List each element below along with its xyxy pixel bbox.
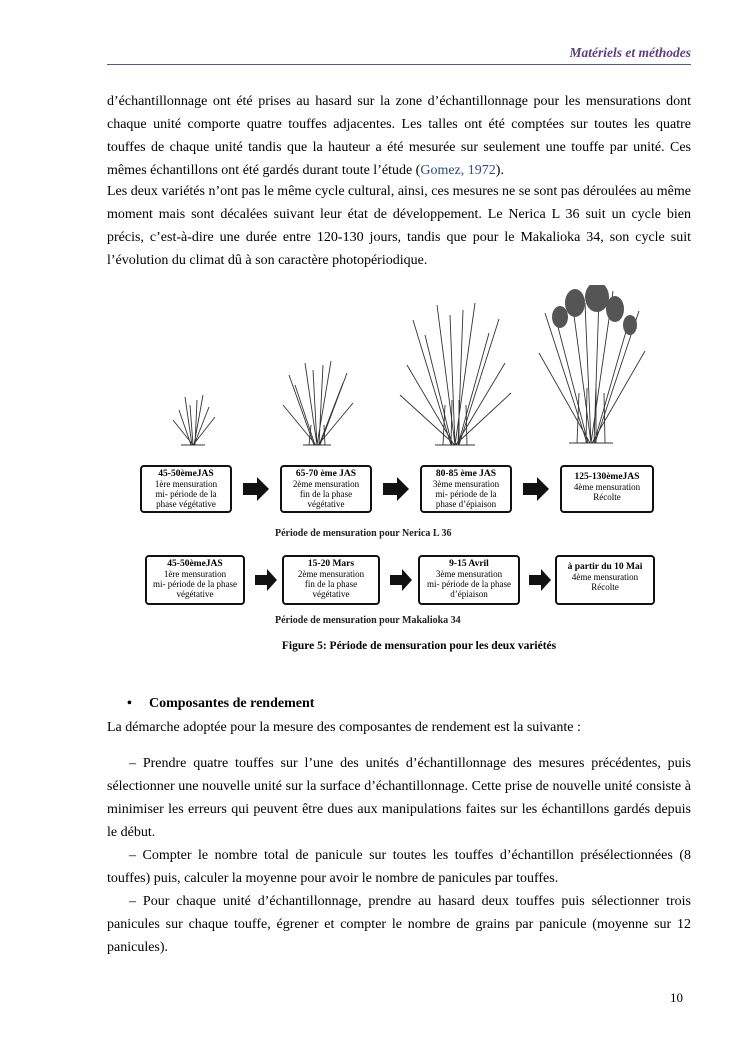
makalioka-box-4 [555,555,655,605]
page-number: 10 [670,990,683,1005]
box-title: 45-50èmeJAS [158,469,214,479]
paragraph-text: d’échantillonnage ont été prises au hasard sur la zone d’échantillonnage pour les mensurations dont chaque unité comporte quatre touffes adjacentes. Les talles ont été comptées sur toutes les quatre touffes de chaque unité tandis que la hauteur a été mesurée sur seulement une touffe par unité. Ces mêmes échantillons ont été gardés durant toute l’étude ( [107,94,691,178]
box-line: mi- période de la phase [427,579,511,589]
arrow-right-icon [527,567,553,593]
rice-plant-stage-2 [283,361,353,445]
box-title: à partir du 10 Mai [567,562,643,572]
section-heading [127,696,314,712]
box-line: mi- période de la [155,489,217,499]
procedure-step: – Pour chaque unité d’échantillonnage, prendre au hasard deux touffes puis sélectionner trois panicules sur chaque touffe, égrener et compter le nombre de grains par panicule (moyenne sur 12 panicules). [107,894,691,955]
box-line: 4ème mensuration [571,572,639,582]
box-line: 3ème mensuration [435,569,503,579]
box-line: phase végétative [156,499,216,509]
paragraph-text-end: ). [495,163,504,178]
citation-link[interactable]: Gomez, 1972 [420,163,496,178]
box-line: végétative [307,499,345,509]
figure-measurement-periods [135,285,660,630]
box-line: 2ème mensuration [297,569,365,579]
box-line: Récolte [591,582,619,592]
box-line: 3ème mensuration [432,479,500,489]
nerica-box-3 [420,465,512,513]
nerica-period-label: Période de mensuration pour Nerica L 36 [275,528,452,539]
box-line: phase d’épiaison [435,499,497,509]
box-line: 1ère mensuration [163,569,227,579]
arrow-right-icon [253,567,279,593]
arrow-right-icon [241,475,271,503]
box-line: 4ème mensuration [573,482,641,492]
procedure-steps [107,752,691,959]
paragraph-cycles: Les deux variétés n’ont pas le même cycle cultural, ainsi, ces mesures ne se sont pas déroulées au même moment mais sont décalées suivant leur état de développement. Le Nerica L 36 suit un cycle bien précis, c’est-à-dire une durée entre 120-130 jours, tandis que pour le Makalioka 34, son cycle suit l’évolution du climat dû à son caractère photopériodique. [107,184,691,268]
bullet-icon: • [127,696,132,711]
nerica-box-1 [140,465,232,513]
nerica-box-4 [560,465,654,513]
arrow-right-icon [388,567,414,593]
box-line: 2ème mensuration [292,479,360,489]
makalioka-box-1 [145,555,245,605]
rice-plant-stage-3 [400,303,511,445]
procedure-step: – Compter le nombre total de panicule sur toutes les touffes d’échantillon présélectionnées (8 touffes) puis, calculer la moyenne pour avoir le nombre de panicules par touffes. [107,848,691,886]
box-line: végétative [312,589,350,599]
nerica-box-2 [280,465,372,513]
rice-growth-illustration [135,285,660,465]
box-title: 80-85 ème JAS [435,469,497,479]
arrow-right-icon [381,475,411,503]
box-line: 1ère mensuration [154,479,218,489]
makalioka-box-3 [418,555,520,605]
makalioka-period-label: Période de mensuration pour Makalioka 34 [275,615,461,626]
box-line: Récolte [593,492,621,502]
arrow-right-icon [521,475,551,503]
section-intro: La démarche adoptée pour la mesure des composantes de rendement est la suivante : [107,720,581,735]
box-line: végétative [176,589,214,599]
figure-caption: Figure 5: Période de mensuration pour les deux variétés [281,640,557,652]
header-title: Matériels et méthodes [569,45,691,60]
running-header [107,44,691,65]
box-title: 15-20 Mars [307,559,355,569]
makalioka-box-2 [282,555,380,605]
box-line: fin de la phase [299,489,353,499]
paragraph-sampling [107,90,691,182]
box-title: 65-70 ème JAS [295,469,357,479]
box-title: 9-15 Avril [449,559,489,569]
box-line: fin de la phase [304,579,358,589]
procedure-step: – Prendre quatre touffes sur l’une des unités d’échantillonnage des mesures précédentes, puis sélectionner une nouvelle unité sur la surface d’échantillonnage. Cette prise de nouvelle unité consiste à minimiser les erreurs qui peuvent être dues aux manipulations faites sur les échantillons gardés depuis le début. [107,756,691,840]
box-title: 45-50èmeJAS [167,559,223,569]
box-line: mi- période de la [435,489,497,499]
rice-plant-stage-1 [173,395,215,445]
box-line: d’épiaison [450,589,488,599]
box-title: 125-130èmeJAS [574,472,640,482]
box-line: mi- période de la phase [153,579,237,589]
section-heading-text: Composantes de rendement [149,696,315,711]
